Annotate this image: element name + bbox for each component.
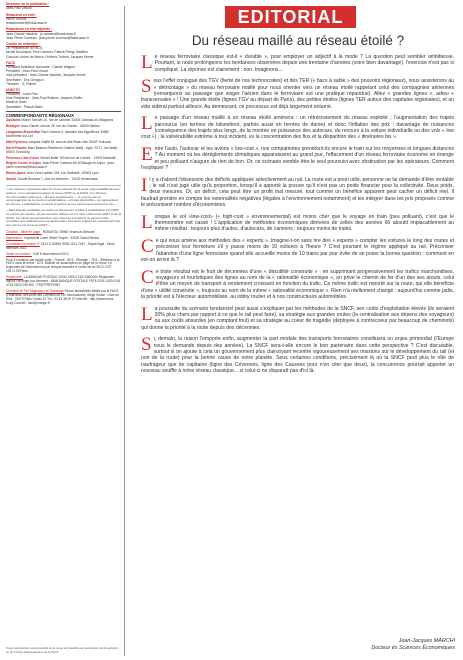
correspondent-entry [6,147,121,155]
correspondent-region: Midi-Pyrénées [6,139,28,144]
paragraph-text: l y a d'abord l'obsession des déficits appliquée sélectivement au rail. La route est a priori utile, personne ne lui demande d'être rentable ; le rail n'est jugé utile qu'à proportion, lorsqu'il a apporté la preuve qu'il n'est pas un poids financier pour la collectivité. Deux poids, deux mesures. Or, un déficit, cela peut être un profit mal mesuré, tout comme un bénéfice apparent peut cacher un déficit réel. Il faudrait prendre en compte les externalités négatives (légales à l'environnement notamment) et les intégrer dans les prix proposés comme le préconisent nombre d'économistes. [141,176,454,208]
editorial-paragraph [141,78,454,109]
masthead-block [6,42,121,58]
disclaimer-notes [6,185,121,228]
signature-name: Jean-Jacques MARCHI [398,638,455,645]
correspondent-address: Claude Bordans 7, clos du Jabornex - 74100 Annemasse [17,177,98,182]
publication-detail [6,259,121,275]
masthead-block-heading: Comité de rédaction : [6,42,40,47]
correspondent-region: Région Centre et Anjou [6,161,42,166]
correspondent-address: Jacques Gaffié 48, avenue des Etats Unis 31000 Toulouse [28,139,112,144]
disclaimer-paragraph: « Les opinions exprimées dans le revue relèvent de la seule responsabilité de leurs auteurs, et ne sauraient engager la revue CFRT ou la FACS. Les tribunes communicables telles que « Bonnes Expériences », ou encore par un accompagnées de la mention systématique « envoyé disponible » qui ajouteraient les termes. La Rédaction remercie le lecteur qui en saura expressément le cas. » [6,187,121,207]
masthead-block [6,88,121,108]
masthead-line: Nicole Bouchaud, Paul Cannoni, Patrick Fitting, Mathieu [6,50,88,55]
correspondent-entry [6,172,121,176]
masthead-block-heading: Directeur de la publication : [6,2,50,6]
publication-detail [6,290,121,306]
masthead-block-heading: Rédacteurs en chef adjoints : [6,27,52,32]
correspondent-address: Jean-Yves Lavillier 294, rue Garibaldi - 69003 Lyon [26,171,99,176]
masthead-block [6,27,121,39]
publication-detail-text: LA BANQUE POSTALE 20041 00001 1647180D020 Règlement depuis l'étranger par virement : IBAN BANQUE POSTALE FR76 2004 1000 0116 4718 0D02 046 BIC : PSSTFRPPPAR [6,275,121,287]
masthead-block-heading: FACS [6,61,15,66]
correspondent-entry [6,119,121,123]
correspondent-region: Aquitaine [6,118,21,123]
masthead-block [6,13,121,25]
masthead-block [6,2,121,10]
publication-detail-text: 6,50 € Abonnement 2014 [32,251,69,256]
correspondent-address: Marc Beaune Résidence Charles Wally - Appt. 23 27, rue Wally - 59200 Tourcoing [6,145,119,154]
drop-cap: I [141,174,148,196]
editorial-paragraph [141,238,454,263]
correspondent-region: Bretagne [6,124,20,129]
drop-cap: L [141,303,153,325]
masthead-line: Jean-Pierre Comeau : jean-pierre.comeau@fnaut.asso.fr [6,35,90,40]
column-divider [124,6,125,656]
paragraph-text: e triste résultat est le fruit de décennies d'une « désutilité construite » : en supprimant progressivement les trafics marchandises, voyageurs et touristiques des lignes au nom de la « rationalité économique », on prive le chemin de fer d'un des ses atouts, celui d'être un moyen de transport à rendement croissant en fonction du trafic. Ce même trafic est reporté sur la route, qui elle bénéficie d'une « utilité construite », toujours au nom de la même « rationalité économique ». Rien n'a réellement changé : aujourd'hui comme jadis, la priorité est à l'électeur automobiliste, au lobby routier et à nos constructeurs automobiles. [141,268,454,300]
correspondent-region: Rhône-Alpes [6,171,26,176]
publication-detail-label: Impression : [6,235,24,240]
masthead-line: Président : Louis Poix [6,92,38,97]
paragraph-text: a poursuite du scénario tendanciel peut aussi s'expliquer par les méthodes de la SNCF, ses coûts d'exploitation élevés (ils seraient 30% plus chers par rapport à ce que le rail peut faire), sa stratégie aux grandes routes (la centralisation aux dépens des voyageurs) ou aux coûts absurdes (en comptant tout) et sa stratégie au coeur de tragédie (déployée à contrecoeur par beaucoup de cheminots) qui donne la priorité à la route depuis des décennies. [141,305,454,331]
correspondent-entry [6,178,121,182]
masthead-line: Secrétaire : Pascal Bazin [6,104,43,109]
masthead-block-heading: Rédacteur en chef : [6,12,37,17]
publication-detail-text: Pour 5 numéros par année civile : France : 55 € - Étranger : 75 € - Réflexion à la FACS sans la revue : 20 €. Bulletin de souscription en page de la revue. Le règlement de l'abonnement par chèque bancaire à l'ordre de la FACS CCP 19471-09 Paris [6,257,120,274]
publication-detail-label: Vente au numéro : [6,251,33,256]
correspondent-region: Languedoc-Roussillon [6,129,41,134]
masthead-line: Jean-Claude Vaudois : jc.vaudois@fnaut.asso.fr [6,31,77,36]
editorial-paragraph [141,146,454,171]
correspondent-entry [6,141,121,145]
paragraph-text: e passage d'un réseau maillé à un réseau étoilé amènera : un rétrécissement du réseau exploité ; l'augmentation des trajets parcourus (en termes de kilomètres, parfois aussi en termes de durée) et donc l'inflation des prix ; davantage de nuisances (conséquence des trajets plus longs, de la montée en puissance des autocars, du recours à la voiture individuelle ou des vols « low cost ») ; la vulnérabilité extrême à tout incident, vu la concentration des flux et la disparition des « itinéraires bis ». [141,115,454,141]
correspondent-region: Provence-Côte d'Azur [6,155,40,160]
masthead-line: Président : Jean-Paul Lescot [6,69,49,74]
publication-detail [6,231,121,235]
reproduction-notice: Toute reproduction même partielle de la revue est interdite sauf autorisation de la rédaction ou du Conseil d'administration de la FACS [6,646,119,654]
correspondent-address: Jean-Pierre Comeau 49100 Baugé en Anjou - jean-pierre.comeau@fnaut.asso.fr [6,161,115,170]
masthead-line: Hervé Tonnos [6,16,27,21]
editorial-paragraph [141,115,454,140]
masthead-block-heading: UNECTO [6,88,20,93]
masthead-column [0,0,124,660]
publication-detail-label: Création - Mise en page : [6,230,42,234]
paragraph-text: e qui nous amène aux méthodes des « experts ». Imagine-t-on sans rire des « experts » compter les voitures le long des routes et préconiser leur fermeture s'il y passe moins de 10 voitures à l'heure ? C'est pourtant le régime appliqué au rail. Préconiser l'abandon d'une ligne ferroviaire quand elle accueille moins de 10 trains par jour évite de se poser la bonne question : comment en est-on arrivé là ? [141,238,454,264]
masthead-line: redactionchef@fnaut.asso.fr [6,20,48,25]
publication-detail [6,243,121,251]
publication-detail-label: Commission paritaire n° [6,241,40,246]
signature-title: Docteur ès Sciences Économiques [371,645,455,652]
masthead-line: Maurice Tealu [6,100,27,105]
editorial-paragraph [141,303,454,331]
editorial-paragraph [141,336,454,374]
drop-cap: L [141,211,153,233]
drop-cap: L [141,52,153,73]
drop-cap: C [141,236,154,258]
paragraph-text: e réseau ferroviaire classique est-il « durable », pour employer un adjectif à la mode ? La question peut sembler ambitieuse. Pourtant, si nous prolongeons les tendances observées depuis une trentaine d'années (voire bien davantage), l'exercice n'est pas si compliqué. La réponse est clairement : non. Imaginons... [154,54,454,73]
publication-detail-text: Imprimerie Lowe Offset Troyes - 42000 Saint Etienne [24,235,100,240]
editorial-paragraph [141,174,454,208]
publication-detail-text: 0314 G 84406 ISSN 1141-7447 - Dépôt légal : 2ème trimestre 2014 [6,241,115,250]
correspondent-entry [6,157,121,161]
paragraph-text: i, demain, la raison l'emporte enfin, augmenter la part modale des transports ferroviaires constituera un enjeu primordial (l'Europe nous le demande depuis des années). La SNCF sera-t-elle encore le bon partenaire dans cette perspective ? C'est discutable, surtout si on ajoute à cela un gouvernement plus clairvoyant recentré vigoureusement ses missions sur le développement du rail (et non de la route) pour la bonne cause de notre planète. Sous certaines conditions, précisément là où la SNCF peut plus le rôle de naufrageur que de capitaine (ligne des Cévennes, ligne des Causses pour n'en citer que deux), la concurrence pourrait apporter un nouveau souffle à notre réseau classique... si celui-ci ne disparaît pas d'ici là. [141,336,454,374]
drop-cap: S [141,334,152,356]
correspondent-address: Paul Cannoni 3, domaine des Aiguillières 34980 Montferrier-sur-Lez [6,129,109,138]
masthead-line: Trésorier : G. Robert [6,81,37,86]
correspondent-entry [6,125,121,129]
disclaimer-paragraph: « Sauf entente préalable, les textes et documents confiés à la Rédaction de CFRT ne seront pas rendus. Ils peuvent être utilisés sur les sites internet de CFRT et de la FACS. Les droits de reproduction sont réservés à la FACS. Ils peuvent être concédés à la rédaction pour la reprise dans tout autre support en mentionnant que leur source est la revue CFRT. » [6,208,121,228]
paragraph-text: ntre l'auto, l'autocar et les avions « low-cost », nos compatriotes prendront-ils encore le train sur les moyennes et longues distances ? Au moment où les dérèglements climatiques apparaissent au grand jour, l'effacement d'un réseau ferroviaire économe en énergie et peu polluant n'augure de rien de bon. Or, ce scénario semble être le seul poursuivi avec obstination par les opérateurs. Comment l'expliquer ? [141,146,454,171]
correspondent-entry [6,162,121,170]
paragraph-text: orsque le vol «low-cost» (« high-cost » environnemental) est moins cher que le voyage en train (peu polluant), c'est que le thermomètre est cassé ! L'application de méthodes économiques dérivées de celles des années 60 aboutit implacablement au même résultat : toujours plus d'autos, d'autocars, de camions ; toujours moins de trains. [154,213,454,233]
correspondent-region: Nord-Picardie [6,145,27,150]
drop-cap: S [141,76,152,98]
drop-cap: E [141,144,153,166]
masthead-line: Vice-président : Jean-Claude Vaudois, Jacques Verme [6,73,86,78]
editorial-paragraph [141,211,454,233]
paragraph-text: ous l'effet conjugué des TGV (fierté de nos technocrates) et des TER (« bacs à sable » des pouvoirs régionaux), nous assisterons au « détricotage » du réseau ferroviaire maillé pour nous orienter vers un réseau étoilé rappelant celui des compagnies aériennes (remarquons au passage que singer l'aérien dans le ferroviaire est une pratique répandue). Allez « grandes lignes », adieu « transversales » ! Une grande étoile (lignes TGV au départ de Paris), des petites étoiles (lignes TER autour des capitales régionales), et un vide sidéral partout ailleurs. Au demeurant, ce processus est déjà largement entamé. [141,78,454,110]
correspondent-entry [6,131,121,139]
publication-detail [6,253,121,257]
publication-detail-text: ROBAYOU 76960 Veules-le-Bréaute [42,230,95,234]
masthead-line: Secrétaire : Eric Gengoux [6,77,44,82]
editorial-paragraph [141,54,454,73]
masthead-line: Vice-Présidents : Jean-Paul Boiteux, Jacques Delfin, [6,96,83,101]
masthead-line: Président fondateur honoraire : Claude Wagner [6,65,76,70]
correspondent-address: Michel Tarrovis 10, rue de Landran 33400 Cabanac-et-Villagrains [21,118,114,123]
publication-detail [6,276,121,288]
publication-details [6,231,121,306]
masthead-block [6,61,121,86]
editorial-paragraph [141,266,454,300]
editorial-headline: Du réseau maillé au réseau étoilé ? [191,33,405,48]
publication-detail-text: Revue bimestrielle éditée par la FACS (Fédération des Amis des Chemins de Fer Secondaires). Siège Social : Gare de l'Est - 75475 Paris Cedex 10 Tél : 01 43 38 09 07 Internet : http://www.trains-fr.org Courriel : facs@orange.fr [6,288,120,305]
masthead-line: Le Président de la FACS, [6,46,44,51]
publication-detail-label: Chemins de Fer Régionaux et Tramways [6,288,64,293]
editorial-banner: EDITORIAL [225,6,356,28]
correspondents-title: CORRESPONDANTS RÉGIONAUX [6,111,121,118]
correspondent-address: Gérard Botté 150 bis rue de Crimée - 13003 Marseille [40,155,116,160]
editorial-body [141,54,454,380]
masthead-line: Guinoud, André de Marco, Frédéric Trubert, Jacques Verme [6,54,94,59]
correspondent-address: Jean-Claude Lenoux 25, rue de Chalais - 44000 Nantes [20,124,100,129]
masthead-line: Jean-Paul Lescot [6,6,32,11]
publication-detail-label: Règlement : [6,275,24,280]
drop-cap: L [141,113,153,135]
drop-cap: C [141,266,154,288]
publication-detail [6,237,121,241]
correspondent-region: Savoie [6,177,17,182]
signature [371,638,455,652]
